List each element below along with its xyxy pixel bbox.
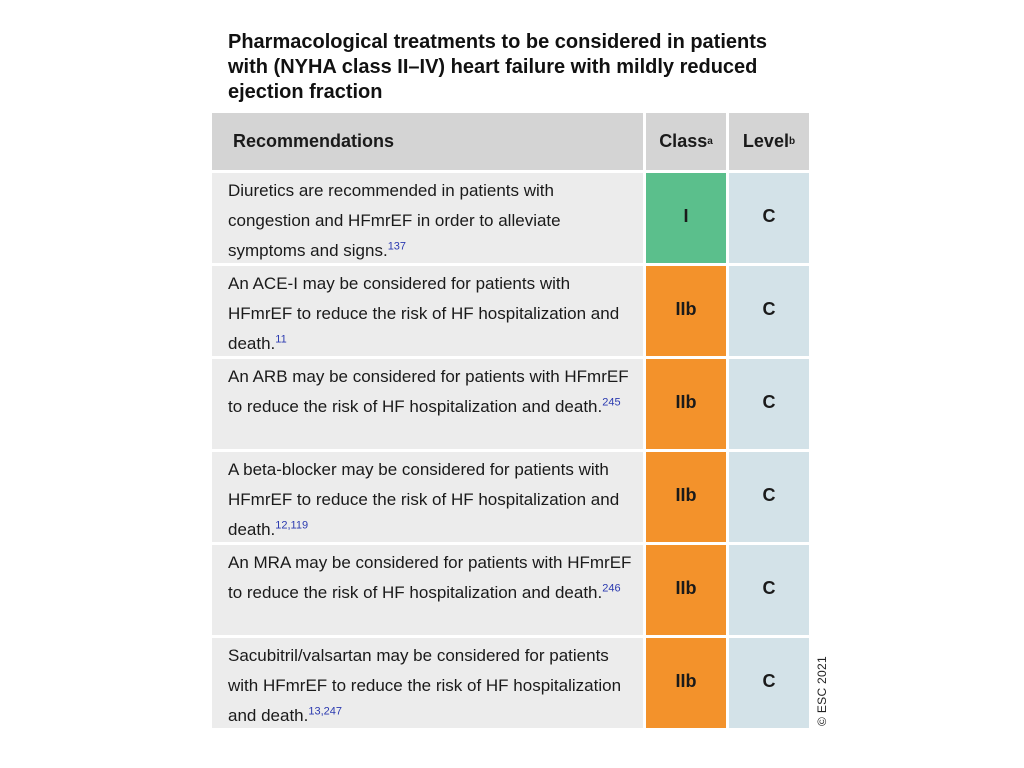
class-value: IIb	[675, 670, 697, 691]
class-value: I	[683, 205, 689, 226]
recommendation-text: An MRA may be considered for patients with HFmrEF to reduce the risk of HF hospitalization and death.	[228, 553, 632, 602]
reference-link[interactable]: 12,119	[275, 519, 309, 532]
level-value: C	[762, 577, 776, 598]
recommendation-text: An ACE-I may be considered for patients with HFmrEF to reduce the risk of HF hospitalization and death.	[228, 274, 620, 353]
reference-link[interactable]: 11	[275, 333, 287, 346]
recommendation-cell	[212, 452, 643, 542]
class-value: IIb	[675, 577, 697, 598]
level-value: C	[762, 298, 776, 319]
copyright-notice	[812, 653, 832, 729]
reference-link[interactable]: 246	[602, 582, 621, 595]
level-cell	[729, 452, 809, 542]
recommendation-cell	[212, 638, 643, 728]
table-header-row	[212, 113, 809, 170]
class-value: IIb	[675, 391, 697, 412]
class-cell	[646, 452, 726, 542]
reference-link[interactable]: 13,247	[308, 705, 343, 718]
level-cell	[729, 266, 809, 356]
reference-link[interactable]: 245	[602, 396, 621, 409]
level-cell	[729, 173, 809, 263]
class-cell	[646, 173, 726, 263]
table-row	[212, 266, 809, 356]
table-row	[212, 173, 809, 263]
header-level: Level b	[729, 113, 809, 170]
class-value: IIb	[675, 484, 697, 505]
level-value: C	[762, 205, 776, 226]
header-level-label: Level	[742, 131, 789, 151]
level-value: C	[762, 391, 776, 412]
level-value: C	[762, 670, 776, 691]
table-row	[212, 452, 809, 542]
table-title: Pharmacological treatments to be considered in patients with (NYHA class II–IV) heart failure with mildly reduced ejection fraction	[228, 31, 768, 103]
recommendations-table	[212, 113, 809, 731]
recommendation-cell	[212, 173, 643, 263]
table-row	[212, 359, 809, 449]
reference-link[interactable]: 137	[387, 240, 407, 253]
level-cell	[729, 545, 809, 635]
class-cell	[646, 638, 726, 728]
header-class-label: Class	[659, 131, 708, 151]
table-row	[212, 545, 809, 635]
level-cell	[729, 638, 809, 728]
class-cell	[646, 545, 726, 635]
header-recommendations-label: Recommendations	[233, 131, 395, 151]
level-value: C	[762, 484, 776, 505]
header-class: Class a	[646, 113, 726, 170]
recommendation-cell	[212, 359, 643, 449]
copyright-text: © ESC 2021	[815, 656, 830, 726]
class-value: IIb	[675, 298, 697, 319]
class-cell	[646, 359, 726, 449]
header-recommendations	[212, 113, 643, 170]
level-cell	[729, 359, 809, 449]
recommendation-text: A beta-blocker may be considered for patients with HFmrEF to reduce the risk of HF hospitalization and death.	[228, 460, 620, 539]
recommendation-text: Sacubitril/valsartan may be considered for patients with HFmrEF to reduce the risk of HF hospitalization and death.	[228, 646, 622, 725]
class-cell	[646, 266, 726, 356]
recommendation-cell	[212, 266, 643, 356]
recommendation-cell	[212, 545, 643, 635]
table-row	[212, 638, 809, 728]
recommendation-text: An ARB may be considered for patients with HFmrEF to reduce the risk of HF hospitalization and death.	[228, 367, 629, 416]
recommendation-text: Diuretics are recommended in patients with congestion and HFmrEF in order to alleviate symptoms and signs.	[228, 181, 561, 260]
